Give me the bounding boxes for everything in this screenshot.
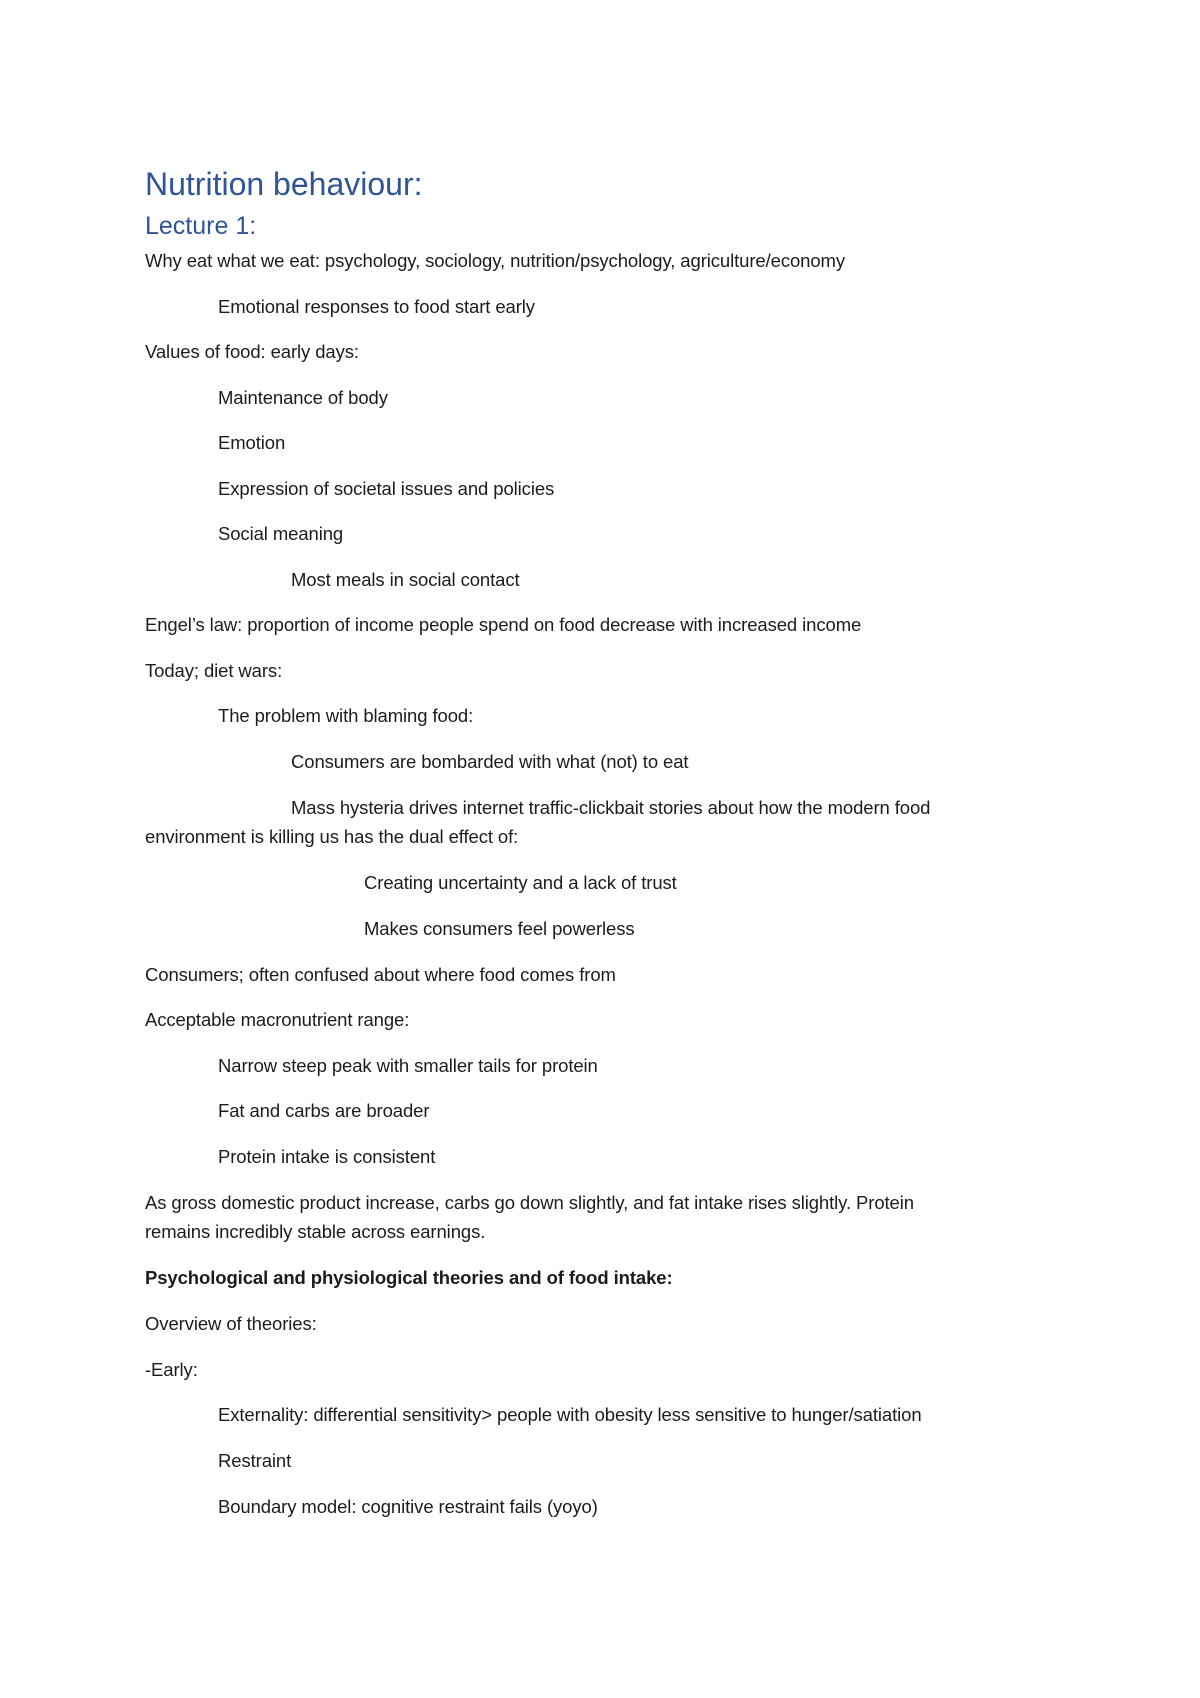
text-line: Externality: differential sensitivity> people with obesity less sensitive to hunger/satiation: [218, 1404, 922, 1425]
text-line: Boundary model: cognitive restraint fails (yoyo): [218, 1496, 598, 1517]
text-line: As gross domestic product increase, carbs go down slightly, and fat intake rises slightly. Protein: [145, 1192, 914, 1213]
text-line: environment is killing us has the dual effect of:: [145, 826, 519, 847]
text-line: Expression of societal issues and policies: [218, 478, 555, 499]
text-line: Social meaning: [218, 523, 344, 544]
lecture-heading: Lecture 1:: [145, 212, 257, 240]
text-line: The problem with blaming food:: [218, 705, 474, 726]
text-line: Consumers are bombarded with what (not) to eat: [291, 751, 689, 772]
text-line: Consumers; often confused about where food comes from: [145, 964, 616, 985]
text-line: Emotion: [218, 432, 286, 453]
text-line: Maintenance of body: [218, 387, 388, 408]
text-line: Protein intake is consistent: [218, 1146, 436, 1167]
text-line: Engel’s law: proportion of income people spend on food decrease with increased income: [145, 614, 862, 635]
document-title: Nutrition behaviour:: [145, 166, 423, 202]
section-heading: Psychological and physiological theories and of food intake:: [145, 1267, 673, 1288]
text-line: Most meals in social contact: [291, 569, 520, 590]
text-line: Emotional responses to food start early: [218, 296, 535, 317]
text-line: Makes consumers feel powerless: [364, 918, 635, 939]
text-line: Why eat what we eat: psychology, sociology, nutrition/psychology, agriculture/economy: [145, 250, 845, 271]
text-line: Acceptable macronutrient range:: [145, 1009, 410, 1030]
text-line: Creating uncertainty and a lack of trust: [364, 872, 677, 893]
text-line: Restraint: [218, 1450, 292, 1471]
text-line: Overview of theories:: [145, 1313, 317, 1334]
text-line: remains incredibly stable across earnings.: [145, 1221, 486, 1242]
text-line: Mass hysteria drives internet traffic-clickbait stories about how the modern food: [291, 797, 931, 818]
text-line: Values of food: early days:: [145, 341, 359, 362]
text-line: Narrow steep peak with smaller tails for protein: [218, 1055, 598, 1076]
text-line: Today; diet wars:: [145, 660, 283, 681]
text-line: Fat and carbs are broader: [218, 1100, 430, 1121]
text-line: -Early:: [145, 1359, 198, 1380]
